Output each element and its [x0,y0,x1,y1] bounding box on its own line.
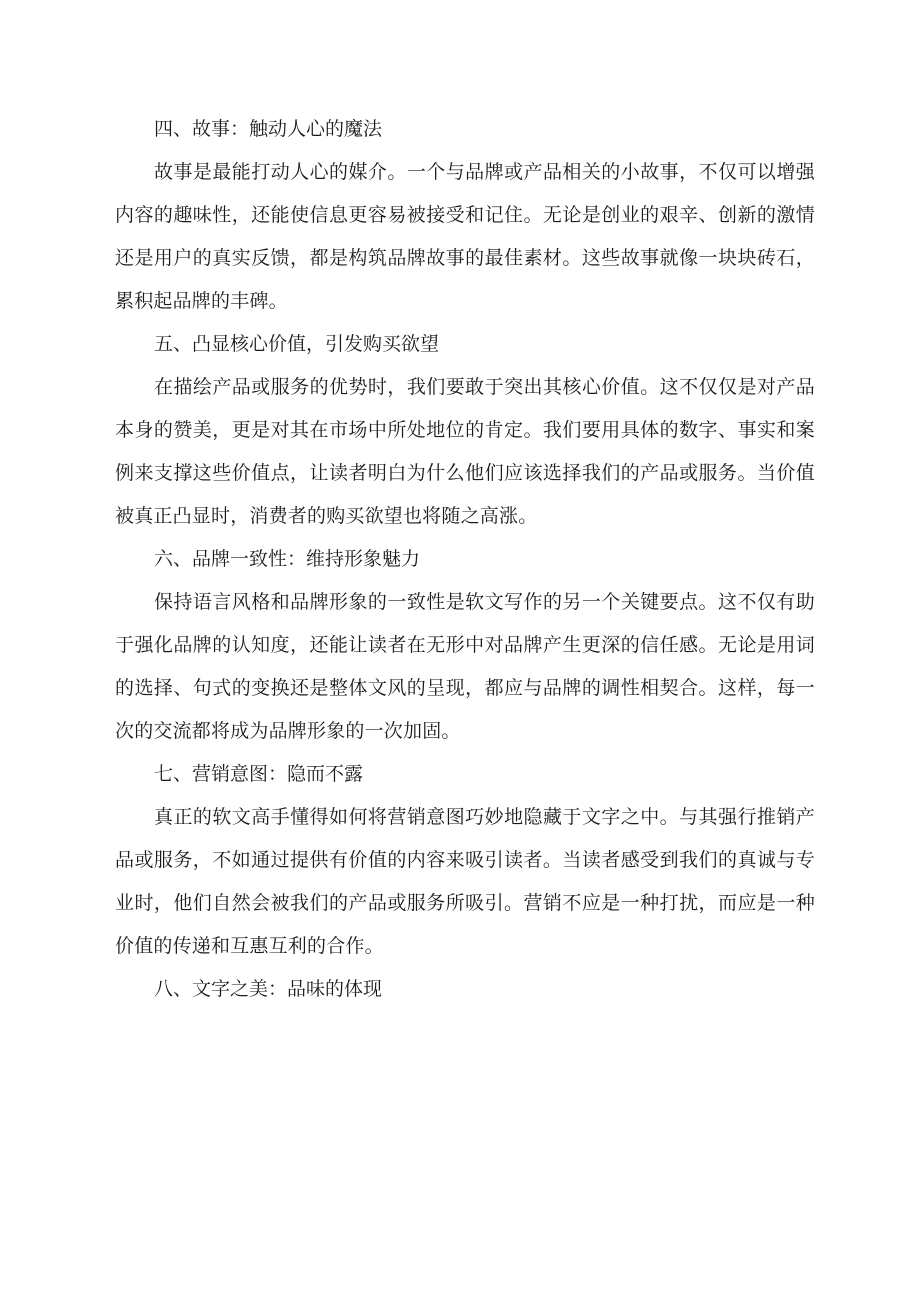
section-heading-7: 七、营销意图：隐而不露 [154,763,364,785]
section-heading-5: 五、凸显核心价值，引发购买欲望 [154,333,440,355]
section-heading-4: 四、故事：触动人心的魔法 [154,118,383,140]
section-body-6: 保持语言风格和品牌形象的一致性是软文写作的另一个关键要点。这不仅有助于强化品牌的认知度，还能让读者在无形中对品牌产生更深的信任感。无论是用词的选择、句式的变换还是整体文风的呈现，都应与品牌的调性相契合。这样，每一次的交流都将成为品牌形象的一次加固。 [115,591,815,742]
section-body-4: 故事是最能打动人心的媒介。一个与品牌或产品相关的小故事，不仅可以增强内容的趣味性，还能使信息更容易被接受和记住。无论是创业的艰辛、创新的激情还是用户的真实反馈，都是构筑品牌故事的最佳素材。这些故事就像一块块砖石，累积起品牌的丰碑。 [115,161,815,312]
section-body-5: 在描绘产品或服务的优势时，我们要敢于突出其核心价值。这不仅仅是对产品本身的赞美，更是对其在市场中所处地位的肯定。我们要用具体的数字、事实和案例来支撑这些价值点，让读者明白为什么他们应该选择我们的产品或服务。当价值被真正凸显时，消费者的购买欲望也将随之高涨。 [115,376,815,527]
section-body-7: 真正的软文高手懂得如何将营销意图巧妙地隐藏于文字之中。与其强行推销产品或服务，不如通过提供有价值的内容来吸引读者。当读者感受到我们的真诚与专业时，他们自然会被我们的产品或服务所吸引。营销不应是一种打扰，而应是一种价值的传递和互惠互利的合作。 [115,806,815,957]
document-page [115,108,815,1011]
section-heading-6: 六、品牌一致性：维持形象魅力 [154,548,421,570]
section-heading-8: 八、文字之美：品味的体现 [154,978,383,1000]
